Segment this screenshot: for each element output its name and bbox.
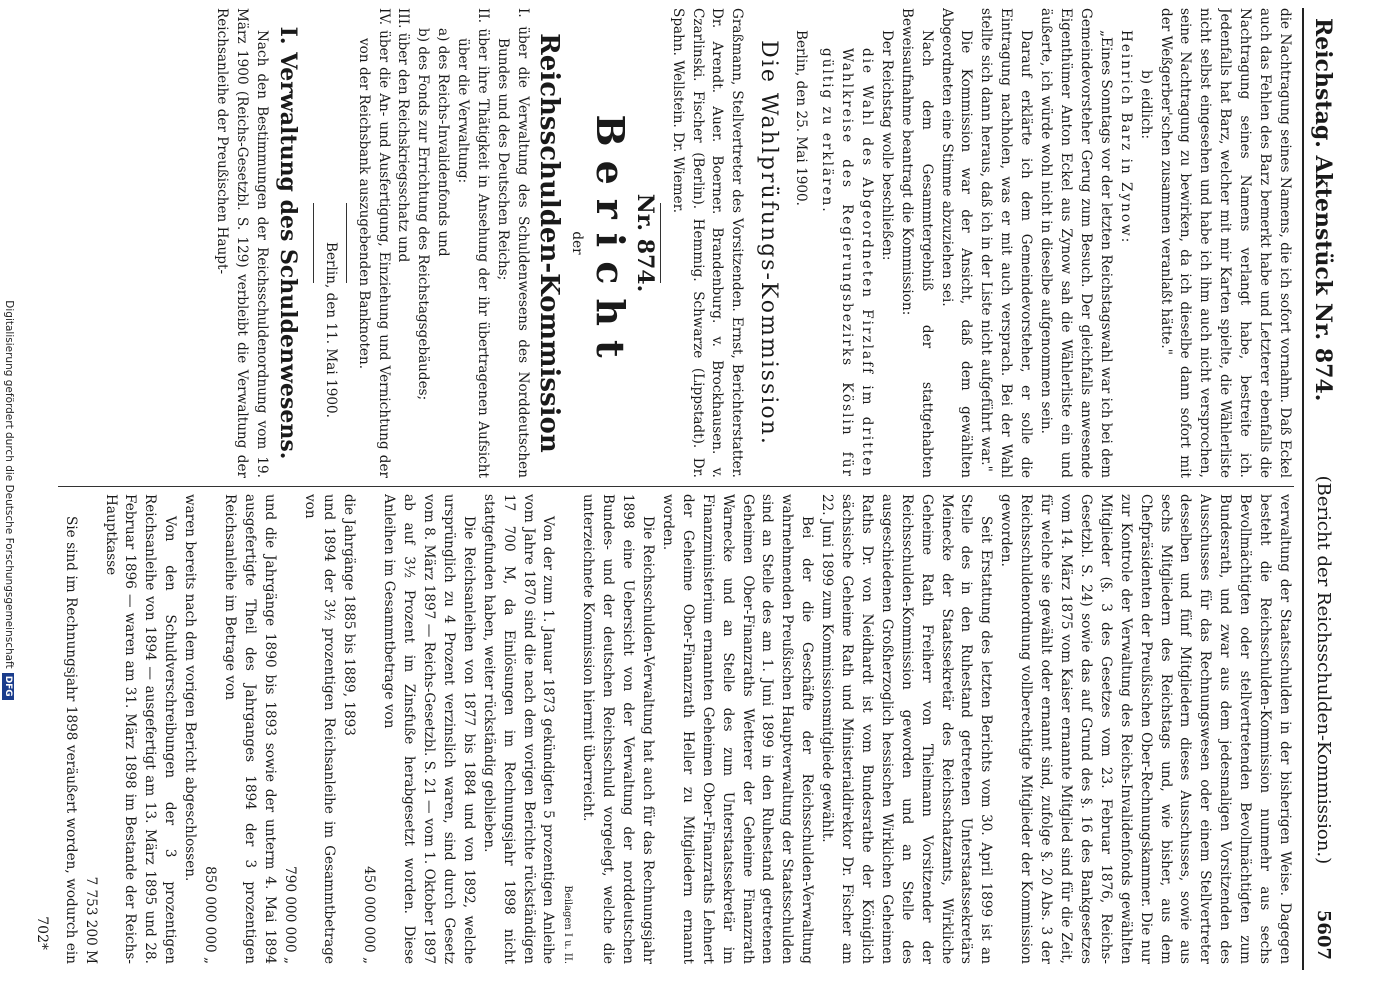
report-heading: Bericht <box>587 114 633 372</box>
column-divider <box>58 486 1294 487</box>
paragraph: Nach dem Gesammtergebniß der stattgehabten Beweisaufnahme beantragt die Kommission: <box>898 8 935 478</box>
paragraph: die Nachtragung seines Namens, die ich sofort vornahm. Daß Eckel auch das Fehlen des Barz bemerkt habe und Letzterer ebenfalls die Nachtragung seines Namens verlangt habe, bestreite ich. Jedenfalls hat Barz, welcher mit mir Karten spielte, die Wählerliste nicht selbst eingesehen und habe ich ihm auch nicht versprochen, seine Nachtragung zu bewirken, da ich dieselbe dann sofort mit der Weßgerber'schen zusammen veranlaßt hätte." <box>1157 8 1293 478</box>
list-item: a) des Reichs-Invalidenfonds und <box>435 28 452 257</box>
paragraph: Darauf erklärte ich dem Gemeindevorsteher, er solle die Eintragung nachholen, was er mit auch versprach. Bei der Wahl stellte sich dann heraus, daß ich in der Liste nicht aufgeführt war." <box>978 8 1035 478</box>
credit-text <box>0 0 18 1000</box>
paragraph: Sie sind im Rechnungsjahr 1898 veräußert worden, wodurch ein <box>62 516 79 964</box>
document-sheet <box>34 8 1338 970</box>
amount-row <box>80 494 100 964</box>
paragraph: b) eidlich: <box>1137 70 1154 140</box>
commission-title: Die Wahlprüfungs-Kommission. <box>756 40 782 446</box>
members: Graßmann, Stellvertreter des Vorsitzenden. Ernst, Berichterstatter. Dr. Arendt. Auer. Boerner. Brandenburg. v. Brockhausen. v. Czarlinski. Fischer (Berlin). Hemmig. Schwarze (Lippstadt). Dr. Spahn. Wellstein. Dr. Wiemer. <box>669 8 746 478</box>
paragraph: „Eines Sonntags vor der letzten Reichstagswahl war ich bei dem Gemeindevorsteher Gerug zum Besuch. Der gleichfalls anwesende Eigenthümer Anton Eckel aus Zynow sah die Wählerliste ein und äußerte, ich würde wohl nicht in dieselbe aufgenommen sein. <box>1038 8 1114 478</box>
amount: 850 000 000 „ <box>202 866 219 964</box>
paragraph: Die Reichsschulden-Verwaltung hat auch für das Rechnungsjahr 1898 eine Uebersicht von der Verwaltung der norddeutschen Bundes- und der deutschen Reichsschuld vorgelegt, welche die unterzeichnete Kommission hiermit überreicht. <box>580 494 656 964</box>
amount: 450 000 000 „ <box>361 866 378 964</box>
credit-strip <box>0 0 18 1000</box>
list-item: b) des Fonds zur Errichtung des Reichstagsgebäudes; <box>415 28 432 401</box>
header-bericht: (Bericht der Reichsschulden-Kommission.) <box>1313 475 1334 865</box>
section-heading: I. Verwaltung des Schuldenwesens. <box>274 26 301 460</box>
motion: die Wahl des Abgeordneten Firzlaff im dritten Wahlkreise des Regierungsbezirks Köslin für gültig zu erklären. <box>819 48 875 478</box>
amount-row <box>358 494 378 964</box>
divider-rule <box>346 203 347 283</box>
paragraph: die Jahrgänge 1885 bis 1889, 1893 <box>341 494 358 736</box>
header-title: Reichstag. Aktenstück Nr. 874. <box>1310 18 1336 402</box>
page-footer-mark: 702* <box>34 916 50 950</box>
right-column <box>58 494 1294 964</box>
paragraph: Die Kommission war der Ansicht, daß dem gewählten Abgeordneten eine Stimme abzuziehen sei. <box>938 8 975 478</box>
list-item: IV. über die An- und Ausfertigung, Einziehung und Vernichtung der von der Reichsbank auszugebenden Banknoten. <box>355 8 392 478</box>
divider-rule <box>313 203 314 283</box>
paragraph: Seit Erstattung des letzten Berichts vom 30. April 1899 ist an Stelle des in den Ruhestand getretenen Unterstaatssekretärs Meinecke der Staatssekretär des Reichsschatzamts, Wirkliche Geheime Rath Freiherr von Thielmann Vorsitzender der Reichsschulden-Kommission geworden und an Stelle des ausgeschiedenen Großherzoglich hessischen Wirklichen Geheimen Raths Dr. von Neidhardt ist vom Bundesrathe der Königlich sächsische Geheime Rath und Ministerialdirektor Dr. Fischer am 22. Juni 1899 zum Kommissionsmitgliede gewählt. <box>819 494 995 964</box>
dfg-logo: DFG <box>2 673 14 700</box>
paragraph: waren bereits nach dem vorigen Bericht abgeschlossen. <box>182 494 199 882</box>
paragraph: und 1894 der 3½ prozentigen Reichsanleihe im Gesammtbetrage von <box>301 494 338 964</box>
amount-row <box>279 494 299 964</box>
page-header <box>1302 8 1338 970</box>
paragraph: und die Jahrgänge 1890 bis 1893 sowie der unterm 4. Mai 1894 ausgefertigte Theil des Jahrganges 1894 der 3 prozentigen Reichsanleihe im Betrage von <box>221 494 278 964</box>
amount: 7 753 200 M <box>82 876 99 964</box>
report-der: der <box>568 231 585 255</box>
paragraph: Bei der die Geschäfte der Reichsschulden-Verwaltung wahrnehmenden Preußischen Hauptverwaltung der Staatsschulden sind an Stelle des am 1. Juni 1899 in den Ruhestand getretenen Geheimen Ober-Finanzraths Wetterer der Geheime Finanzrath Warnecke und an Stelle des zum Unterstaatssekretär im Finanzministerium ernannten Geheimen Ober-Finanzraths Lehnert der Geheime Ober-Finanzrath Heller zu Mitgliedern ernannt worden. <box>659 494 816 964</box>
document-number: Nr. 874. <box>631 193 658 293</box>
paragraph: Von den Schuldverschreibungen der 3 prozentigen Reichsanleihe von 1894 — ausgefertigt am 13. März 1895 und 28. Februar 1896 — waren am 31. März 1898 im Bestande der Reichs-Hauptkasse <box>102 494 179 964</box>
report-commission: Reichsschulden-Kommission <box>533 33 564 453</box>
paragraph: Nach den Bestimmungen der Reichsschuldenordnung vom 19. März 1900 (Reichs-Gesetzbl. S. 129) verbleibt die Verwaltung der Reichsanleihe der Preußischen Haupt- <box>214 8 270 478</box>
credit-label: Digitalisierung gefördert durch die Deutsche Forschungsgemeinschaft <box>3 300 15 669</box>
witness-name: Heinrich Barz in Zynow: <box>1117 30 1134 245</box>
list-item: I. über die Verwaltung des Schuldenwesens des Norddeutschen Bundes und des Deutschen Reichs; <box>495 8 531 478</box>
paragraph: Die Reichsanleihen von 1877 bis 1884 und von 1892, welche ursprünglich zu 4 Prozent verzinslich waren, sind durch Gesetz vom 8. März 1897 — Reichs-Gesetzbl. S. 21 — vom 1. Oktober 1897 ab auf 3½ Prozent im Zinsfuße herabgesetzt worden. Diese Anleihen im Gesammtbetrage von <box>381 494 477 964</box>
header-subtitle <box>1313 476 1334 960</box>
date-line: Berlin, den 25. Mai 1900. <box>793 30 810 206</box>
left-column <box>58 8 1294 478</box>
paragraph: Der Reichstag wolle beschließen: <box>878 30 895 261</box>
divider-rule <box>660 203 661 283</box>
paragraph: verwaltung der Staatsschulden in der bisherigen Weise. Dagegen besteht die Reichsschulden-Kommission nunmehr aus sechs Bevollmächtigten oder stellvertretenden Bevollmächtigten zum Bundesrath, und zwar aus dem jedesmaligen Vorsitzenden des Ausschusses für das Rechnungswesen oder einem Stellvertreter desselben und fünf Mitgliedern dieses Ausschusses, sowie aus sechs Mitgliedern des Reichstags und, wie bisher, aus dem Chefpräsidenten der Preußischen Ober-Rechnungskammer. Die nur zur Kontrole der Verwaltung des Reichs-Invalidenfonds gewählten Mitglieder (§. 3 des Gesetzes vom 23. Februar 1876, Reichs-Gesetzbl. S. 24) sowie das auf Grund des §. 16 des Bankgesetzes vom 14. März 1875 vom Kaiser ernannte Mitglied sind für die Zeit, für welche sie gewählt oder ernannt sind, zufolge §. 20 Abs. 3 der Reichsschuldenordnung vollberechtigte Mitglieder der Kommission geworden. <box>998 494 1293 964</box>
margin-note: Beilagen I u. II. <box>562 885 574 964</box>
amount: 790 000 000 „ <box>281 866 298 964</box>
list-item: III. über den Reichskriegsschatz und <box>395 8 412 263</box>
paragraph: Von der zum 1. Januar 1873 gekündigten 5 prozentigen Anleihe vom Jahre 1870 sind die nach dem vorigen Berichte rückständigen 17 700 M, da Einlösungen im Rechnungsjahr 1898 nicht stattgefunden haben, weiter rückständig geblieben. <box>480 494 557 964</box>
list-item: II. über ihre Thätigkeit in Ansehung der ihr übertragenen Aufsicht über die Verwaltung: <box>455 8 492 478</box>
page-number: 5607 <box>1313 909 1334 960</box>
date-line: Berlin, den 11. Mai 1900. <box>322 242 339 418</box>
amount-row <box>199 494 219 964</box>
